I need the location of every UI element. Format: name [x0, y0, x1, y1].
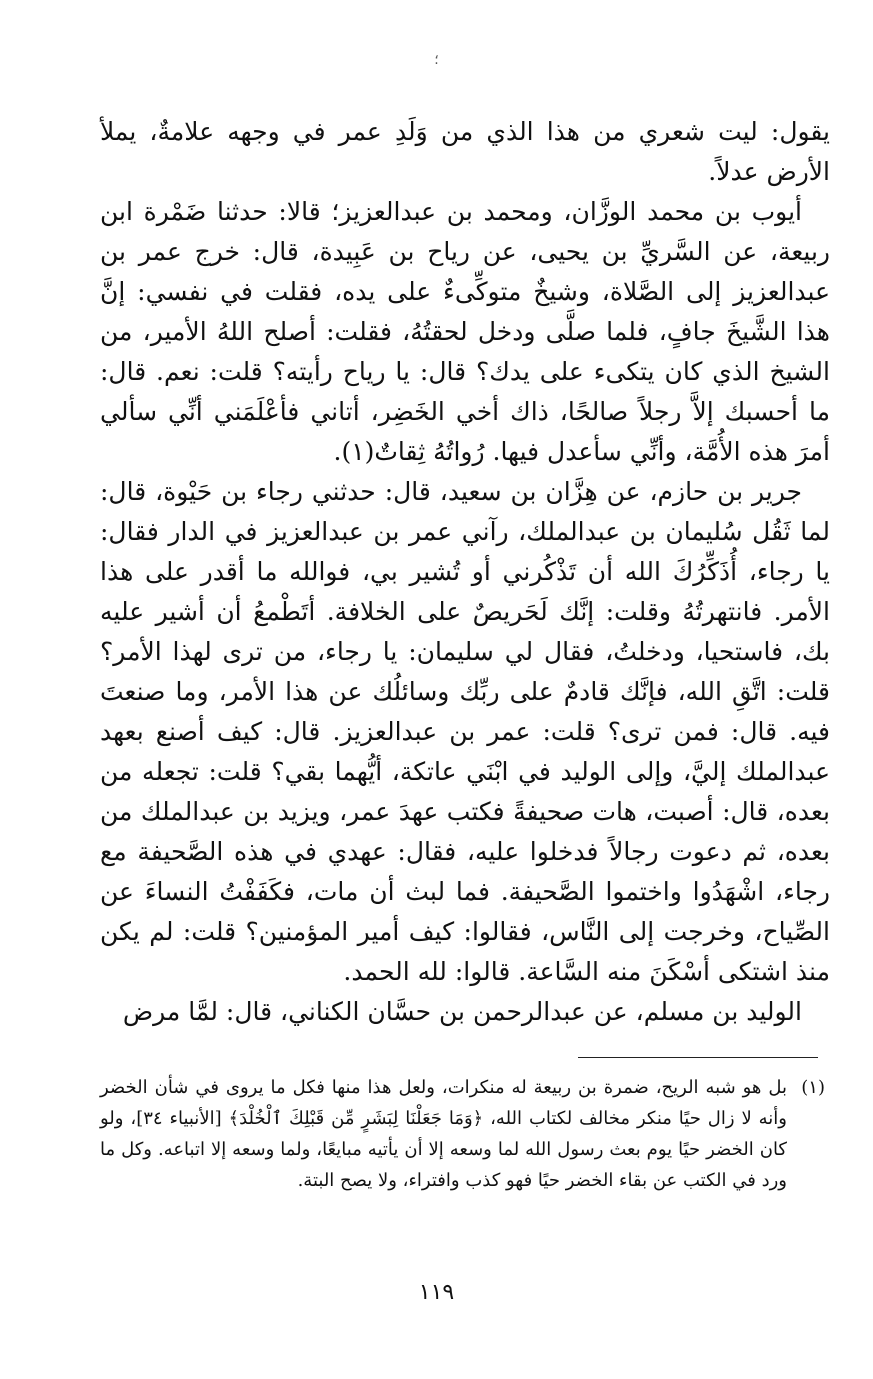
paragraph-4: الوليد بن مسلم، عن عبدالرحمن بن حسَّان الكناني، قال: لمَّا مرض: [122, 997, 802, 1026]
footnote: [100, 1072, 825, 1196]
footnote-marker: (١): [801, 1077, 825, 1098]
paragraph-2: أيوب بن محمد الوزَّان، ومحمد بن عبدالعزيز؛ قالا: حدثنا ضَمْرة ابن ربيعة، عن السَّريِّ بن يحيى، عن رياح بن عَبِيدة، قال: خرج عمر بن عبدالعزيز إلى الصَّلاة، وشيخٌ متوكِّىءٌ على يده، فقلت في نفسي: إنَّ هذا الشَّيخَ جافٍ، فلما صلَّى ودخل لحقتُهُ، فقلت: أصلح اللهُ الأمير، من الشيخ الذي كان يتكىء على يدك؟ قال: يا رياح رأيته؟ قلت: نعم. قال: ما أحسبك إلاَّ رجلاً صالحًا، ذاك أخي الخَضِر، أتاني فأعْلَمَني أنِّي سألي أمرَ هذه الأُمَّة، وأنِّي سأعدل فيها. رُواتُهُ ثِقاتٌ(١).: [100, 197, 830, 466]
footnote-text: بل هو شبه الريح، ضمرة بن ربيعة له منكرات، ولعل هذا منها فكل ما يروى في شأن الخضر وأنه لا زال حيًا منكر مخالف لكتاب الله، ﴿وَمَا جَعَلْنَا لِبَشَرٍ مِّن قَبْلِكَ ٱلْخُلْدَ﴾ [الأنبياء ٣٤]، ولو كان الخضر حيًا يوم بعث رسول الله لما وسعه إلا أن يأتيه مبايعًا، ولما وسعه إلا اتباعه. وكل ما ورد في الكتب عن بقاء الخضر حيًا فهو كذب وافتراء، ولا يصح البتة.: [100, 1077, 788, 1191]
header-mark: ؛: [434, 52, 439, 68]
paragraph-1: يقول: ليت شعري من هذا الذي من وَلَدِ عمر في وجهه علامةٌ، يملأ الأرض عدلاً.: [100, 117, 830, 186]
main-text-body: [100, 112, 830, 1032]
footnote-divider: [578, 1057, 818, 1058]
paragraph-3: جرير بن حازم، عن هِزَّان بن سعيد، قال: حدثني رجاء بن حَيْوة، قال: لما ثَقُل سُليمان بن عبدالملك، رآني عمر بن عبدالعزيز في الدار فقال: يا رجاء، أُذَكِّرُكَ الله أن تَذْكُرني أو تُشير بي، فوالله ما أقدر على هذا الأمر. فانتهرتُهُ وقلت: إنَّك لَحَريصٌ على الخلافة. أتَطْمعُ أن أشير عليه بك، فاستحيا، ودخلتُ، فقال لي سليمان: يا رجاء، من ترى لهذا الأمر؟ قلت: اتَّقِ الله، فإنَّك قادمٌ على ربِّك وسائلُك عن هذا الأمر، وما صنعتَ فيه. قال: فمن ترى؟ قلت: عمر بن عبدالعزيز. قال: كيف أصنع بعهد عبدالملك إليَّ، وإلى الوليد في ابْنَي عاتكة، أيُّهما بقي؟ قلت: تجعله من بعده، قال: أصبت، هات صحيفةً فكتب عهدَ عمر، ويزيد بن عبدالملك من بعده، ثم دعوت رجالاً فدخلوا عليه، فقال: عهدي في هذه الصَّحيفة مع رجاء، اشْهَدُوا واختموا الصَّحيفة. فما لبث أن مات، فكَفَفْتُ النساءَ عن الصِّياح، وخرجت إلى النَّاس، فقالوا: كيف أمير المؤمنين؟ قلت: لم يكن منذ اشتكى أسْكَنَ منه السَّاعة. قالوا: لله الحمد.: [100, 477, 830, 986]
page-number: ١١٩: [418, 1280, 455, 1305]
